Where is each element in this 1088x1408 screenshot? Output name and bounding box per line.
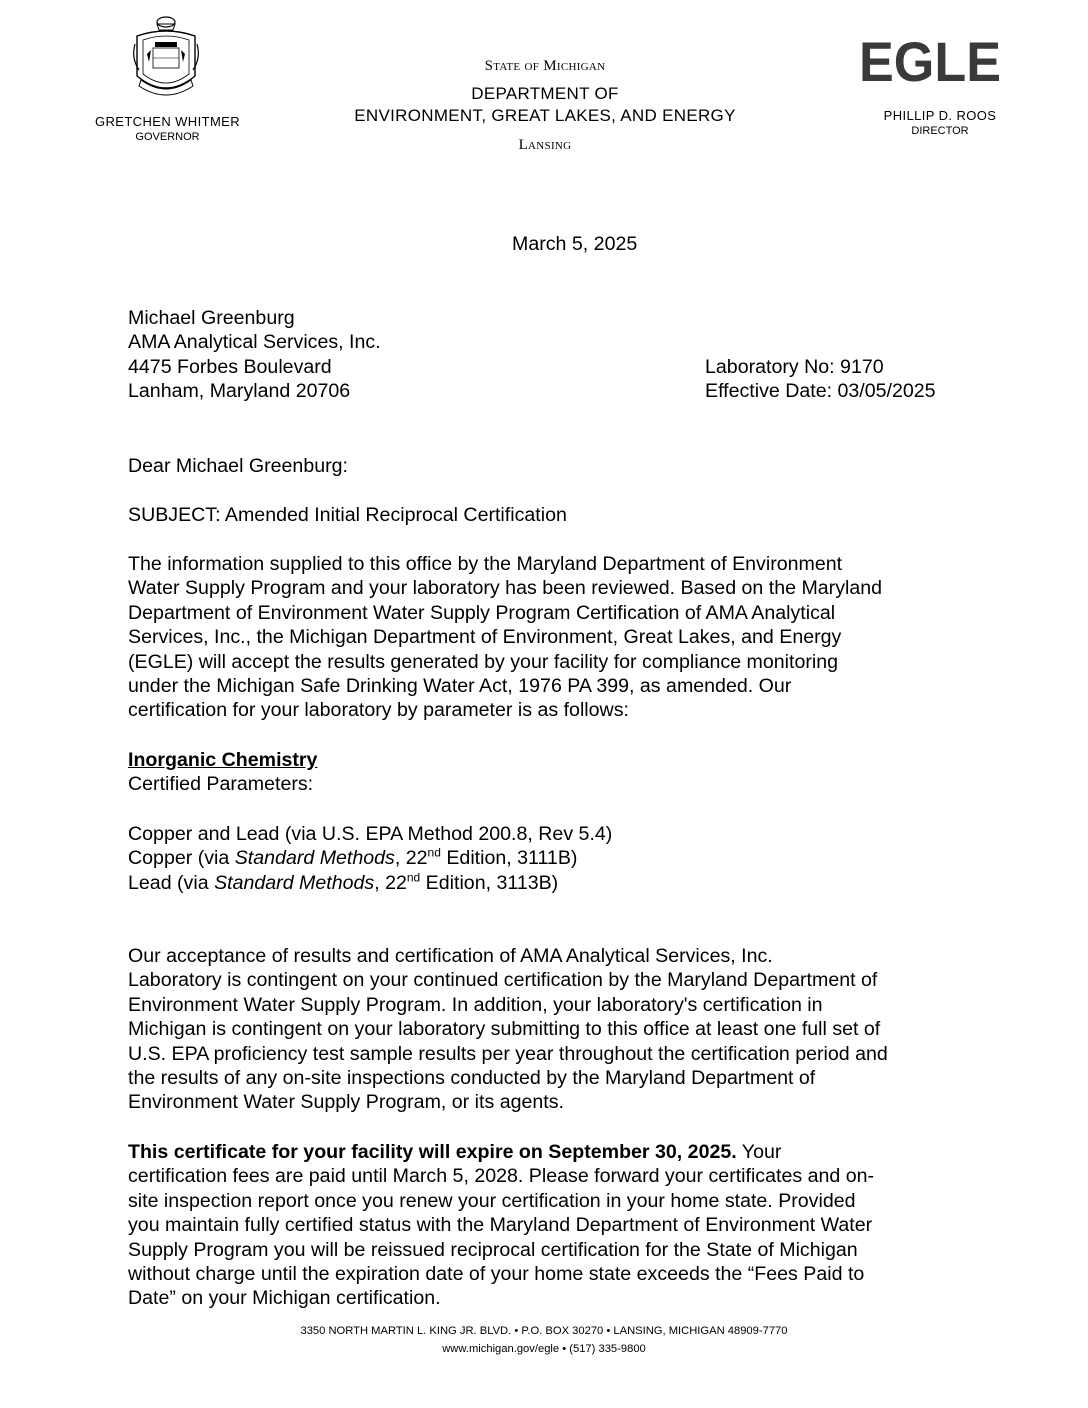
subject-line: SUBJECT: Amended Initial Reciprocal Certification (128, 504, 567, 526)
paragraph-line: Laboratory is contingent on your continued certification by the Maryland Department of (128, 969, 878, 992)
paragraph-line: This certificate for your facility will expire on September 30, 2025. Your (128, 1141, 782, 1163)
parameter-item: Copper (via Standard Methods, 22nd Edition, 3111B) (128, 845, 578, 870)
effective-date: Effective Date: 03/05/2025 (705, 380, 936, 403)
recipient-address (128, 306, 381, 404)
footer-address: 3350 NORTH MARTIN L. KING JR. BLVD. • P.O. BOX 30270 • LANSING, MICHIGAN 48909-7770 (300, 1325, 788, 1337)
paragraph-line: Environment Water Supply Program, or its agents. (128, 1091, 564, 1114)
paragraph-line: Supply Program you will be reissued reciprocal certification for the State of Michigan (128, 1238, 858, 1261)
letter-date: March 5, 2025 (512, 233, 638, 255)
paragraph-line: under the Michigan Safe Drinking Water Act, 1976 PA 399, as amended. Our (128, 675, 792, 698)
lab-info (705, 355, 936, 404)
section-title: Inorganic Chemistry (128, 749, 318, 771)
governor-title: GOVERNOR (135, 131, 200, 143)
paragraph-line: The information supplied to this office by the Maryland Department of Environment (128, 553, 843, 575)
paragraph-line: Environment Water Supply Program. In addition, your laboratory's certification in (128, 993, 823, 1016)
director-name: PHILLIP D. ROOS (883, 108, 997, 123)
paragraph-line: the results of any on-site inspections conducted by the Maryland Department of (128, 1067, 816, 1090)
footer-contact: www.michigan.gov/egle • (517) 335-9800 (442, 1343, 646, 1355)
certified-parameters-label: Certified Parameters: (128, 773, 314, 796)
recipient-city: Lanham, Maryland 20706 (128, 380, 351, 403)
egle-logo (858, 35, 1002, 85)
paragraph-1 (128, 552, 968, 723)
recipient-company: AMA Analytical Services, Inc. (128, 331, 381, 354)
paragraph-line: Michigan is contingent on your laboratory submitting to this office at least one full set of (128, 1018, 881, 1041)
parameter-item: Lead (via Standard Methods, 22nd Edition, 3113B) (128, 870, 559, 894)
lab-number: Laboratory No: 9170 (705, 356, 884, 378)
footer (0, 1322, 1088, 1358)
paragraph-line: site inspection report once you renew your certification in your home state. Provided (128, 1189, 856, 1212)
paragraph-line: certification fees are paid until March 5, 2028. Please forward your certificates and on- (128, 1165, 875, 1188)
salutation: Dear Michael Greenburg: (128, 455, 348, 477)
paragraph-line: certification for your laboratory by parameter is as follows: (128, 699, 629, 722)
paragraph-line: U.S. EPA proficiency test sample results per year throughout the certification period and (128, 1042, 888, 1065)
paragraph-line: Department of Environment Water Supply Program Certification of AMA Analytical (128, 601, 836, 624)
paragraph-line: Our acceptance of results and certification of AMA Analytical Services, Inc. (128, 945, 773, 967)
parameter-item: Copper and Lead (via U.S. EPA Method 200.8, Rev 5.4) (128, 823, 613, 845)
governor-name: GRETCHEN WHITMER (94, 114, 241, 129)
paragraph-line: you maintain fully certified status with the Maryland Department of Environment Water (128, 1214, 873, 1237)
paragraph-line: Date” on your Michigan certification. (128, 1287, 441, 1310)
state-name: State of Michigan (484, 58, 606, 74)
paragraph-2 (128, 944, 968, 1115)
inorganic-section (128, 748, 317, 797)
paragraph-line: without charge until the expiration date of your home state exceeds the “Fees Paid to (128, 1263, 865, 1286)
expiration-notice: This certificate for your facility will expire on September 30, 2025. (128, 1141, 737, 1163)
logo-text: EGLE (859, 35, 1001, 85)
city-name: Lansing (518, 137, 572, 153)
paragraph-line: Services, Inc., the Michigan Department of Environment, Great Lakes, and Energy (128, 626, 842, 649)
department-line-1: DEPARTMENT OF (471, 84, 619, 103)
director-title: DIRECTOR (911, 125, 969, 137)
department-line-2: ENVIRONMENT, GREAT LAKES, AND ENERGY (354, 106, 736, 125)
recipient-name: Michael Greenburg (128, 307, 295, 329)
recipient-street: 4475 Forbes Boulevard (128, 355, 332, 378)
paragraph-3 (128, 1140, 968, 1311)
paragraph-line: (EGLE) will accept the results generated by your facility for compliance monitoring (128, 650, 839, 673)
michigan-state-seal-icon (129, 14, 203, 106)
paragraph-line: Water Supply Program and your laboratory has been reviewed. Based on the Maryland (128, 577, 883, 600)
parameter-list (128, 822, 612, 895)
